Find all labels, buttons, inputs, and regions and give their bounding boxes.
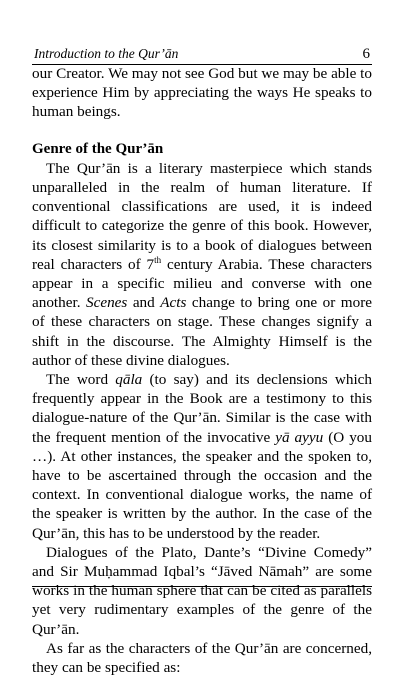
paragraph-text: and <box>127 294 161 312</box>
paragraph-text: (O you …). At other instances, the speaker and the spoken to, have to be ascertained through the occasion and the context. In conventional dialogue works, the name of the speaker is written by the author. In the case of the Qur’ān, this has to be understood by the reader. <box>32 428 372 542</box>
paragraph-genre-intro <box>32 159 372 370</box>
paragraph-characters: As far as the characters of the Qur’ān are concerned, they can be specified as: <box>32 639 372 677</box>
paragraph-dialogues: Dialogues of the Plato, Dante’s “Divine Comedy” and Sir Muḥammad Iqbal’s “Jāved Nāmah” are some works in the human sphere that can be cited as parallels yet very rudimentary examples of the genre of the Qur’ān. <box>32 543 372 638</box>
running-header-title: Introduction to the Qur’ān <box>34 46 179 61</box>
ordinal-superscript: th <box>154 254 162 265</box>
paragraph-qala <box>32 370 372 543</box>
paragraph-text: The Qur’ān is a literary masterpiece which stands unparalleled in the realm of human literature. If conventional classifications are used, it is indeed difficult to categorize the genre of this book. However, its closest similarity is to a book of dialogues between real characters of 7 <box>32 159 372 273</box>
section-heading: Genre of the Qur’ān <box>32 140 164 157</box>
page-number: 6 <box>362 46 370 62</box>
paragraph-text: century Arabia. These characters appear in a specific milieu and converse with one another. <box>32 255 372 312</box>
emphasis-scenes: Scenes <box>86 294 128 312</box>
paragraph-text: The word <box>46 371 116 389</box>
emphasis-qala: qāla <box>115 371 143 389</box>
emphasis-ya-ayyu: yā ayyu <box>275 428 324 446</box>
emphasis-acts: Acts <box>160 294 187 312</box>
running-header <box>32 44 372 64</box>
paragraph-text: change to bring one or more of these characters on stage. These changes signify a shift in the discourse. The Almighty Himself is the author of these divine dialogues. <box>32 294 373 369</box>
continuation-paragraph: our Creator. We may not see God but we may be able to experience Him by appreciating the ways He speaks to human beings. <box>32 65 372 121</box>
footer-rule <box>32 586 372 587</box>
paragraph-text: (to say) and its declensions which frequently appear in the Book are a testimony to this dialogue-nature of the Qur’ān. Similar is the case with the frequent mention of the invocative <box>32 371 372 446</box>
